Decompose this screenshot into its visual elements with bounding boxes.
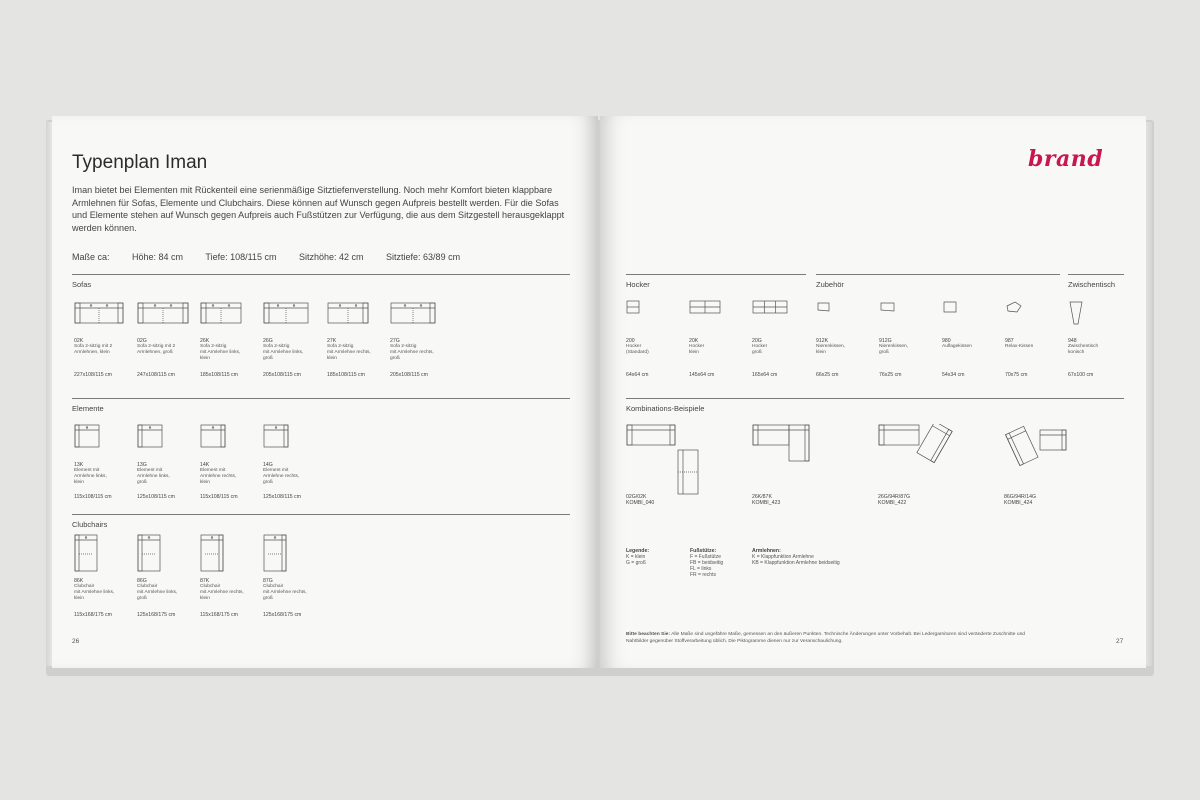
item-measurement: 115x168/175 cm	[74, 612, 112, 618]
item-measurement: 66x25 cm	[816, 372, 839, 378]
page-number-left: 26	[72, 638, 80, 645]
item-description: Sofa 2-sitzig mit 2 Armlehnen, groß	[137, 344, 176, 356]
item-description: Hocker groß	[752, 344, 768, 356]
item-description: Clubchair mit Armlehne links, klein	[74, 584, 115, 602]
item-code: 87G	[263, 578, 273, 584]
section-label-clubchairs: Clubchairs	[72, 520, 108, 529]
footnote-text: Alle Maße sind ungefähre Maße, gemessen an den äußeren Punkten. Technische Änderungen unter Vorbehalt. Bei Ledergarnituren sind veränderte Zuschnitte und Nahtbilder gegenüber Stoffverarbeitung üblich. Die Piktogramme dienen nur zur Veranschaulichung.	[626, 632, 1026, 644]
item-description: Zwischentisch konisch	[1068, 344, 1099, 356]
zubehoer-pictogram-icon	[816, 300, 832, 318]
club-pictogram-icon	[263, 534, 287, 577]
item-measurement: 227x108/115 cm	[74, 372, 112, 378]
club-pictogram-icon	[137, 534, 161, 577]
armlehnen-line: KB = Klappfunktion Armlehne beidseitig	[752, 560, 840, 566]
kombination-name: KOMBI_040	[626, 500, 655, 507]
item-description: Element mit Armlehne rechts, groß	[263, 468, 300, 486]
type-item	[137, 338, 199, 356]
sofa-pictogram-icon	[200, 302, 242, 329]
item-code: 948	[1068, 338, 1077, 344]
item-code: 20K	[689, 338, 699, 344]
item-measurement: 205x108/115 cm	[263, 372, 301, 378]
section-label-hocker: Hocker	[626, 280, 650, 289]
item-measurement: 125x168/175 cm	[263, 612, 302, 618]
item-description: Sofa 2-sitzig mit 2 Armlehnen, klein	[74, 344, 113, 356]
item-description: Sofa 2-sitzig mit Armlehne rechts, groß	[390, 344, 434, 362]
item-code: 26G	[263, 338, 273, 344]
section-divider	[626, 398, 1124, 399]
sofa-pictogram-icon	[137, 302, 189, 329]
item-measurement: 70x75 cm	[1005, 372, 1028, 378]
kombination-code: 86G/94R/14G	[1004, 494, 1037, 500]
element-pictogram-icon	[200, 424, 226, 453]
item-description: Nierenkissen, groß	[879, 344, 909, 356]
item-measurement: 185x108/115 cm	[327, 372, 365, 378]
zubehoer-pictogram-icon	[1005, 300, 1023, 319]
club-pictogram-icon	[74, 534, 98, 577]
element-pictogram-icon	[137, 424, 163, 453]
sofa-pictogram-icon	[327, 302, 369, 329]
section-label-elemente: Elemente	[72, 404, 104, 413]
section-divider	[72, 514, 570, 515]
item-measurement: 67x100 cm	[1068, 372, 1094, 378]
kombination-pictogram-icon	[878, 424, 968, 473]
item-description: Element mit Armlehne links, klein	[74, 468, 107, 486]
item-description: Clubchair mit Armlehne rechts, klein	[200, 584, 244, 602]
section-divider	[816, 274, 1060, 275]
item-code: 26K	[200, 338, 210, 344]
item-measurement: 165x64 cm	[752, 372, 778, 378]
fussstuetze-block	[690, 548, 723, 578]
item-description: Clubchair mit Armlehne rechts, groß	[263, 584, 307, 602]
item-code: 912G	[879, 338, 892, 344]
item-description: Auflagekissen	[942, 344, 972, 350]
type-item	[200, 462, 262, 486]
type-item	[263, 338, 325, 362]
footnote-bold: Bitte beachten Sie:	[626, 632, 671, 637]
armlehnen-block	[752, 548, 840, 566]
element-pictogram-icon	[74, 424, 100, 453]
item-description: Clubchair mit Armlehne links, groß	[137, 584, 178, 602]
type-item	[879, 338, 941, 356]
item-code: 13G	[137, 462, 147, 468]
type-item	[263, 462, 325, 486]
fussstuetze-line: FB = beidseitig	[690, 560, 724, 566]
item-measurement: 205x108/115 cm	[390, 372, 428, 378]
type-item	[74, 338, 136, 356]
legend-block	[626, 548, 649, 566]
type-item	[1005, 338, 1067, 350]
item-description: Hocker (Standard)	[626, 344, 649, 356]
item-measurement: 185x108/115 cm	[200, 372, 238, 378]
kombination-name: KOMBI_423	[752, 500, 781, 507]
item-code: 86K	[74, 578, 84, 584]
item-code: 86G	[137, 578, 147, 584]
item-measurement: 247x108/115 cm	[137, 372, 175, 378]
item-code: 14K	[200, 462, 210, 468]
fussstuetze-title: Fußstütze:	[690, 548, 717, 554]
item-description: Sofa 2-sitzig mit Armlehne links, groß	[263, 344, 304, 362]
type-item	[626, 338, 688, 356]
item-code: 912K	[816, 338, 829, 344]
intro-text: Iman bietet bei Elementen mit Rückenteil eine serienmäßige Sitztiefenverstellung. Noch mehr Komfort bieten klappbare Armlehnen für Sofas, Elemente und Clubchairs. Diese können auf Wunsch gegen Aufpreis bestellt werden. Für die Sofas und Elemente stehen auf Wunsch gegen Aufpreis auch Fußstützen zur Verfügung, die aus dem Sitzgestell herausgeklappt werden können.	[72, 185, 565, 233]
zubehoer-pictogram-icon	[942, 300, 958, 319]
section-divider	[626, 274, 806, 275]
dimension-sitzhoehe: Sitzhöhe: 42 cm	[298, 252, 364, 262]
sofa-pictogram-icon	[390, 302, 436, 329]
footnote	[626, 632, 1026, 645]
kombination-code: 02G/02K	[626, 494, 647, 500]
kombination-pictogram-icon	[752, 424, 822, 469]
item-measurement: 115x108/115 cm	[74, 494, 112, 500]
fussstuetze-line: FR = rechts	[690, 572, 716, 578]
kombination-pictogram-icon	[1004, 424, 1074, 473]
item-code: 200	[626, 338, 635, 344]
hocker-pictogram-icon	[689, 300, 721, 319]
legend-title: Legende:	[626, 548, 650, 554]
right-page	[600, 116, 1146, 668]
item-code: 987	[1005, 338, 1014, 344]
item-description: Sofa 2-sitzig mit Armlehne rechts, klein	[327, 344, 371, 362]
section-divider	[72, 398, 570, 399]
element-pictogram-icon	[263, 424, 289, 453]
item-measurement: 125x108/115 cm	[263, 494, 301, 500]
kombination-name: KOMBI_422	[878, 500, 907, 507]
fussstuetze-line: F = Fußstütze	[690, 554, 721, 560]
section-label-zubehoer: Zubehör	[816, 280, 844, 289]
item-measurement: 125x108/115 cm	[137, 494, 175, 500]
zubehoer-pictogram-icon	[879, 300, 897, 318]
kombination-item	[626, 494, 706, 507]
type-item	[942, 338, 1004, 350]
type-item	[74, 462, 136, 486]
hocker-pictogram-icon	[752, 300, 788, 319]
sofa-pictogram-icon	[74, 302, 124, 329]
type-item	[327, 338, 389, 362]
section-divider	[1068, 274, 1124, 275]
type-item	[137, 462, 199, 486]
item-measurement: 115x168/175 cm	[200, 612, 238, 618]
section-label-sofas: Sofas	[72, 280, 92, 289]
dimensions-label: Maße ca:	[72, 252, 110, 262]
item-measurement: 64x64 cm	[626, 372, 649, 378]
page-number-right: 27	[1116, 638, 1124, 645]
armlehnen-title: Armlehnen:	[752, 548, 781, 554]
item-measurement: 115x108/115 cm	[200, 494, 238, 500]
hocker-pictogram-icon	[626, 300, 640, 319]
item-code: 27G	[390, 338, 400, 344]
kombination-pictogram-icon	[626, 424, 706, 501]
type-item	[200, 578, 262, 602]
item-measurement: 76x25 cm	[879, 372, 902, 378]
tisch-pictogram-icon	[1068, 300, 1084, 331]
type-item	[390, 338, 452, 362]
type-item	[263, 578, 325, 602]
item-description: Hocker klein	[689, 344, 705, 356]
sofa-pictogram-icon	[263, 302, 309, 329]
item-code: 02K	[74, 338, 84, 344]
item-measurement: 145x64 cm	[689, 372, 715, 378]
legend-line: K = klein	[626, 554, 646, 560]
kombination-item	[752, 494, 832, 507]
item-description: Nierenkissen, klein	[816, 344, 846, 356]
dimension-sitztiefe: Sitztiefe: 63/89 cm	[386, 252, 461, 262]
type-item	[137, 578, 199, 602]
item-code: 87K	[200, 578, 210, 584]
type-item	[689, 338, 751, 356]
kombination-name: KOMBI_424	[1004, 500, 1033, 507]
type-item	[1068, 338, 1130, 356]
item-code: 27K	[327, 338, 337, 344]
item-description: Element mit Armlehne links, groß	[137, 468, 170, 486]
kombination-item	[878, 494, 958, 507]
kombination-code: 26G/94R/87G	[878, 494, 911, 500]
item-code: 02G	[137, 338, 147, 344]
item-code: 13K	[74, 462, 84, 468]
brand-logo: brand	[1028, 146, 1104, 172]
item-code: 14G	[263, 462, 273, 468]
club-pictogram-icon	[200, 534, 224, 577]
kombination-item	[1004, 494, 1084, 507]
type-item	[752, 338, 814, 356]
section-label-kombinationen: Kombinations-Beispiele	[626, 404, 705, 413]
legend-line: G = groß	[626, 560, 646, 566]
item-measurement: 54x34 cm	[942, 372, 965, 378]
armlehnen-line: K = Klappfunktion Armlehne	[752, 554, 814, 560]
item-measurement: 125x168/175 cm	[137, 612, 176, 618]
page-title: Typenplan Iman	[72, 152, 208, 173]
item-description: Element mit Armlehne rechts, klein	[200, 468, 237, 486]
section-label-zwischentisch: Zwischentisch	[1068, 280, 1116, 289]
type-item	[816, 338, 878, 356]
section-divider	[72, 274, 570, 275]
type-item	[200, 338, 262, 362]
item-description: Sofa 2-sitzig mit Armlehne links, klein	[200, 344, 241, 362]
item-description: Relax-Kissen	[1005, 344, 1034, 350]
type-item	[74, 578, 136, 602]
item-code: 980	[942, 338, 951, 344]
fussstuetze-line: FL = links	[690, 566, 712, 572]
item-code: 20G	[752, 338, 762, 344]
dimension-hoehe: Höhe: 84 cm	[132, 252, 184, 262]
dimensions-row	[72, 252, 480, 262]
dimension-tiefe: Tiefe: 108/115 cm	[205, 252, 277, 262]
kombination-code: 26K/87K	[752, 494, 772, 500]
